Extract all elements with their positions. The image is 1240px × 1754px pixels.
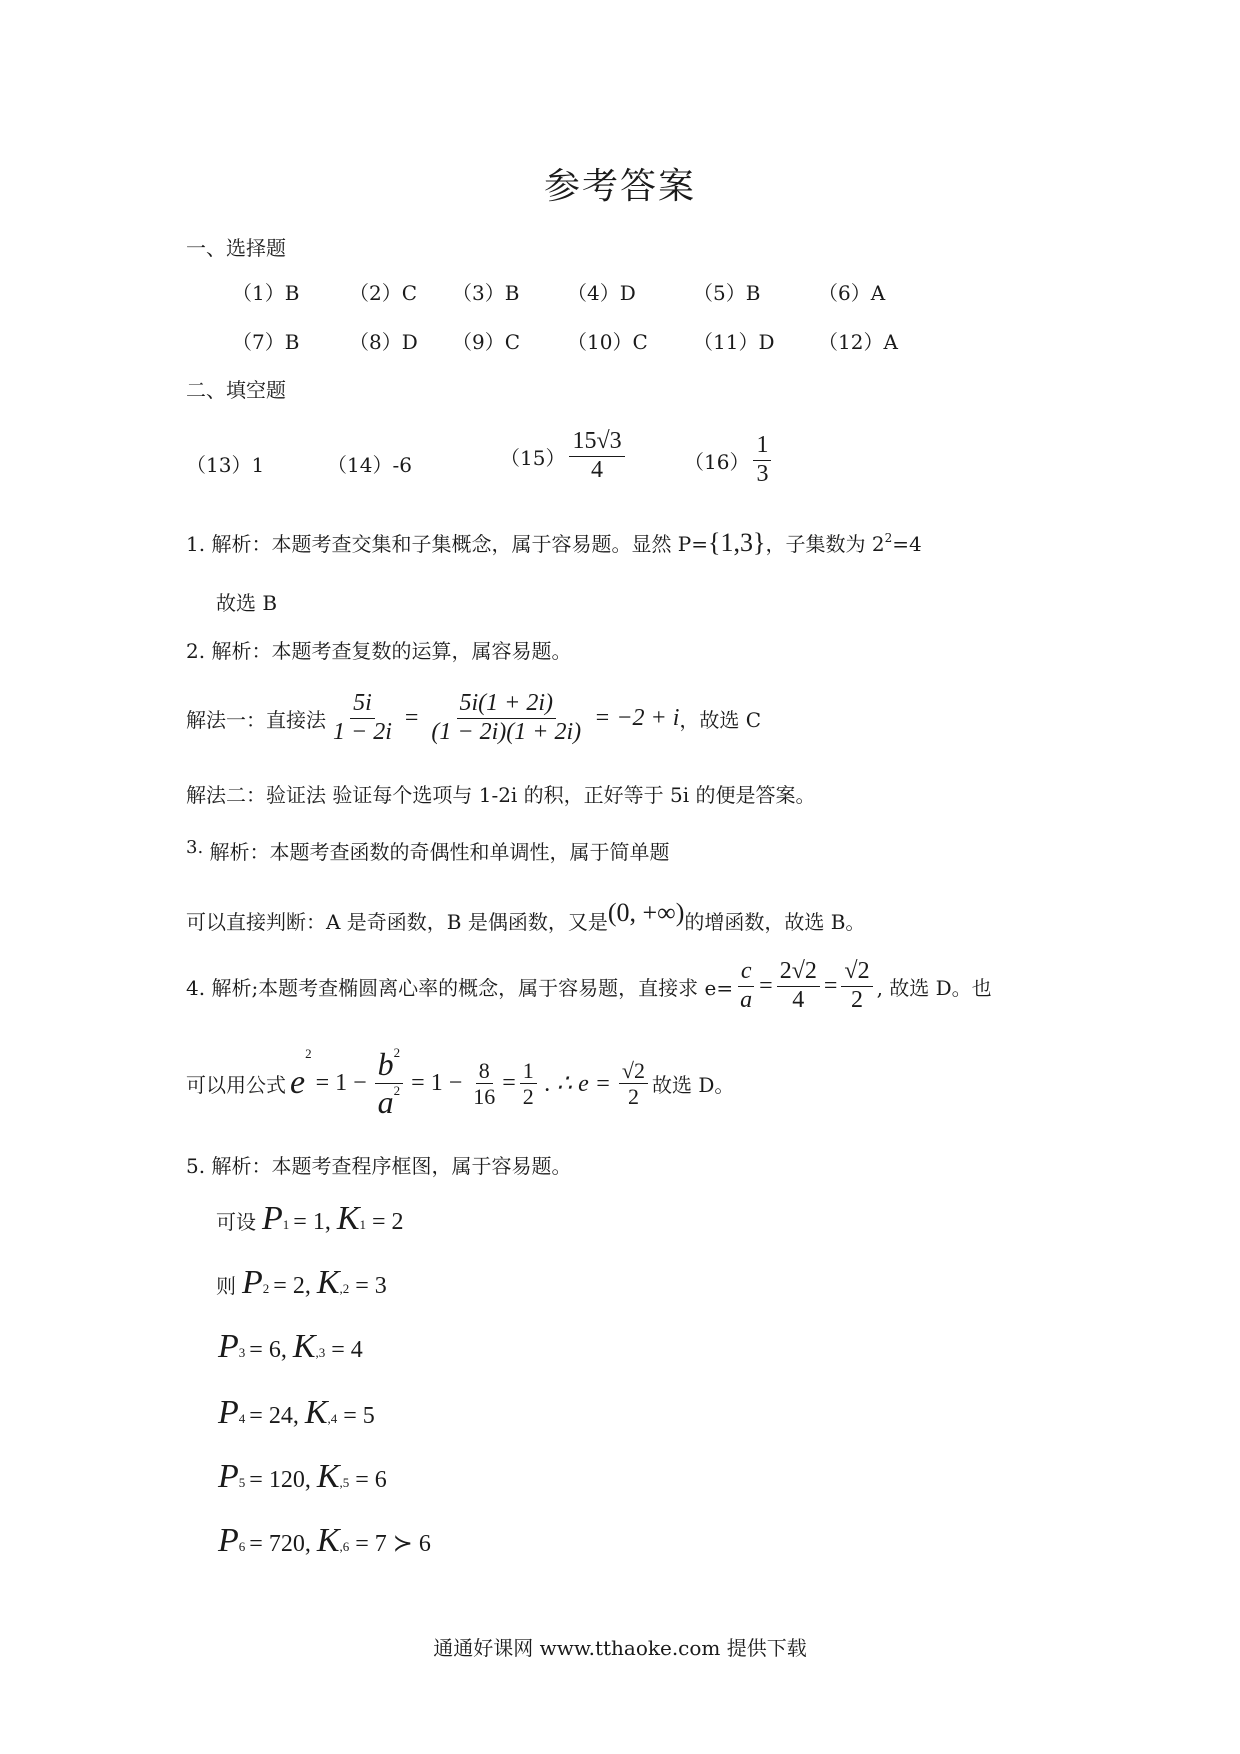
choice-answer: （12）A <box>818 330 898 354</box>
solution-5-title: 5. 解析：本题考查程序框图，属于容易题。 <box>186 1154 572 1178</box>
fraction <box>428 690 584 746</box>
fill-label-15: （15） <box>500 445 566 470</box>
program-step-row <box>218 1522 431 1560</box>
section-heading-fill: 二、填空题 <box>186 378 286 402</box>
variable-k: K <box>304 1394 328 1431</box>
numerator: 1 <box>520 1058 537 1084</box>
value: = 2 <box>372 1209 404 1235</box>
exponent: 2 <box>884 531 893 545</box>
solution-text: ，子集数为 2 <box>765 532 885 556</box>
fill-label-16: （16） <box>684 449 750 474</box>
value: = 6, <box>249 1337 287 1363</box>
choice-answer: （6）A <box>818 281 886 305</box>
subscript: 2 <box>262 1281 270 1296</box>
exponent: 2 <box>393 1082 401 1098</box>
choice-answer: （7）B <box>232 330 300 354</box>
subscript: ,3 <box>315 1345 326 1360</box>
variable-e: e <box>290 1064 306 1102</box>
section-heading-choice: 一、选择题 <box>186 236 286 260</box>
program-step-row <box>216 1264 387 1302</box>
numerator: √2 <box>619 1058 648 1084</box>
solution-3-body <box>186 898 865 935</box>
solution-text: =4 <box>892 532 922 556</box>
expression: . ∴ e = <box>544 1070 611 1097</box>
step-prefix: 可设 <box>216 1210 256 1234</box>
page-footer[interactable]: 通通好课网 www.tthaoke.com 提供下载 <box>433 1636 807 1660</box>
denominator: 2 <box>627 1083 639 1109</box>
choice-answer: （1）B <box>232 281 300 305</box>
variable-k: K <box>316 1522 340 1559</box>
variable-a: a <box>377 1083 394 1120</box>
value: = 720, <box>249 1531 311 1557</box>
subscript: ,2 <box>339 1281 350 1296</box>
question-number: 3. <box>186 837 204 858</box>
step-prefix: 则 <box>216 1274 236 1298</box>
method-conclusion: ，故选 C <box>679 707 762 732</box>
variable-p: P <box>218 1458 239 1495</box>
denominator: 1 − 2i <box>333 718 392 745</box>
exponent: 2 <box>305 1046 312 1061</box>
subscript: 4 <box>238 1411 246 1426</box>
fraction <box>375 1046 404 1121</box>
value: = 24, <box>249 1403 299 1429</box>
subscript: 5 <box>238 1475 246 1490</box>
value: = 4 <box>331 1337 363 1363</box>
numerator: 15√3 <box>569 428 624 457</box>
solution-text: 故选 D。 <box>652 1072 735 1097</box>
choice-answer: （5）B <box>693 281 761 305</box>
method-label: 解法一：直接法 <box>186 707 326 732</box>
choice-answer: （2）C <box>349 281 418 305</box>
solution-2-method-1 <box>186 690 761 746</box>
equals-sign: = <box>404 704 419 731</box>
value: = 7 ≻ 6 <box>355 1531 431 1557</box>
solution-1-conclusion: 故选 B <box>216 591 278 615</box>
value: = 3 <box>355 1273 387 1299</box>
subscript: ,6 <box>339 1539 350 1554</box>
solution-3-title <box>186 836 670 865</box>
numerator <box>375 1046 404 1084</box>
program-step-row <box>216 1200 404 1238</box>
choice-answer: （11）D <box>693 330 775 354</box>
variable-b: b <box>377 1046 394 1082</box>
subscript: 1 <box>282 1217 290 1232</box>
choice-answer: （8）D <box>349 330 418 354</box>
expression: = 1 − <box>411 1069 463 1096</box>
program-step-row <box>218 1394 375 1432</box>
fill-answer-15 <box>500 428 629 484</box>
numerator: 5i(1 + 2i) <box>457 690 557 719</box>
denominator: 4 <box>792 986 805 1013</box>
program-step-row <box>218 1458 387 1496</box>
fraction <box>330 690 395 746</box>
variable-p: P <box>218 1522 239 1559</box>
equals-sign: = <box>502 1069 516 1096</box>
solution-text: 可以直接判断：A 是奇函数，B 是偶函数，又是 <box>186 910 608 934</box>
fraction <box>841 958 872 1014</box>
denominator <box>375 1084 404 1121</box>
subscript: 6 <box>238 1539 246 1554</box>
value: = 6 <box>355 1467 387 1493</box>
fraction <box>619 1058 648 1110</box>
solution-1 <box>186 528 922 558</box>
variable-k: K <box>316 1458 340 1495</box>
fraction <box>470 1058 498 1110</box>
variable-p: P <box>218 1394 239 1431</box>
variable-p: P <box>242 1264 263 1301</box>
numerator: 8 <box>476 1058 493 1084</box>
value: = 1, <box>293 1209 331 1235</box>
variable-k: K <box>316 1264 340 1301</box>
numerator: 5i <box>350 690 375 719</box>
value: = 2, <box>273 1273 311 1299</box>
subscript: 1 <box>359 1217 367 1232</box>
subscript: ,4 <box>327 1411 338 1426</box>
denominator: 2 <box>522 1083 534 1109</box>
equals-sign: = <box>823 972 838 999</box>
denominator: a <box>740 986 753 1013</box>
solution-4-line-2 <box>186 1046 734 1121</box>
denominator: 16 <box>473 1083 496 1109</box>
denominator: (1 − 2i)(1 + 2i) <box>431 718 582 745</box>
fraction <box>777 958 820 1014</box>
fraction <box>520 1058 537 1110</box>
interval: (0, +∞) <box>607 898 685 927</box>
fraction <box>753 432 771 488</box>
denominator: 2 <box>850 986 863 1013</box>
variable-k: K <box>336 1200 360 1237</box>
solution-2-method-2: 解法二：验证法 验证每个选项与 1-2i 的积，正好等于 5i 的便是答案。 <box>186 783 816 807</box>
solution-4-line-1 <box>186 958 992 1014</box>
page-title: 参考答案 <box>543 166 696 207</box>
solution-text: 可以用公式 <box>186 1072 286 1097</box>
fill-answer-14: （14）-6 <box>327 453 412 477</box>
solution-text: , 故选 D。也 <box>876 975 992 1000</box>
value: = 5 <box>343 1403 375 1429</box>
numerator: 1 <box>753 432 771 461</box>
value: = 120, <box>249 1467 311 1493</box>
exponent: 2 <box>393 1045 401 1060</box>
subscript: ,5 <box>339 1475 350 1490</box>
denominator: 4 <box>591 456 604 483</box>
fill-answer-13: （13）1 <box>186 453 265 477</box>
equals-sign: = <box>759 972 773 999</box>
fraction <box>737 958 755 1014</box>
choice-answer: （9）C <box>452 330 521 354</box>
set-expression: {1,3} <box>708 528 766 557</box>
solution-text: 的增函数，故选 B。 <box>684 910 866 934</box>
variable-p: P <box>262 1200 283 1237</box>
solution-text: 4. 解析;本题考查椭圆离心率的概念，属于容易题，直接求 e= <box>186 975 734 1000</box>
result: = −2 + i <box>594 704 680 731</box>
choice-answer: （4）D <box>567 281 636 305</box>
numerator: 2√2 <box>777 958 820 987</box>
numerator: √2 <box>841 958 872 987</box>
variable-p: P <box>218 1328 239 1365</box>
solution-2-title: 2. 解析：本题考查复数的运算，属容易题。 <box>186 639 572 663</box>
expression: = 1 − <box>315 1069 367 1096</box>
subscript: 3 <box>238 1345 246 1360</box>
solution-text: 1. 解析：本题考查交集和子集概念，属于容易题。显然 P= <box>186 532 709 556</box>
solution-text: 解析：本题考查函数的奇偶性和单调性，属于简单题 <box>209 840 670 864</box>
choice-answer: （3）B <box>452 281 520 305</box>
fill-answer-16 <box>684 432 775 488</box>
denominator: 3 <box>756 460 769 487</box>
numerator: c <box>738 958 755 987</box>
variable-k: K <box>292 1328 316 1365</box>
choice-answer: （10）C <box>567 330 648 354</box>
fraction <box>569 428 624 484</box>
program-step-row <box>218 1328 363 1366</box>
